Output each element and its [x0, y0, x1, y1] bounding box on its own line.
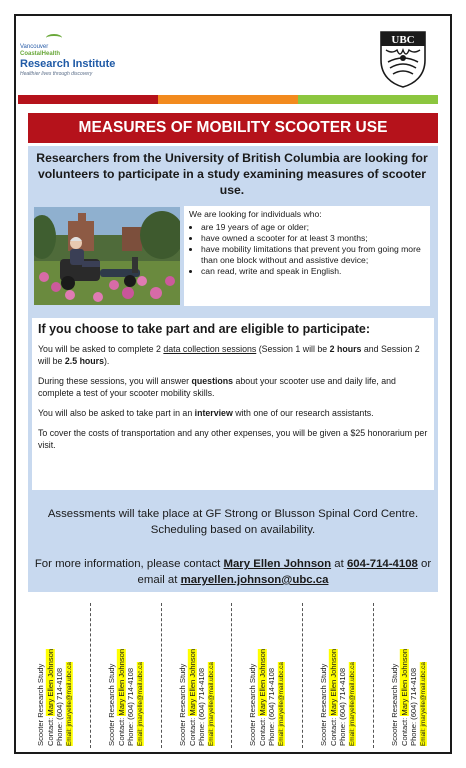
text-span: data collection sessions	[163, 344, 257, 354]
contact-phone: 604-714-4108	[346, 558, 418, 570]
tear-off-tab[interactable]	[231, 603, 302, 748]
tab-study-name: Scooter Research Study	[319, 663, 329, 746]
tear-off-tab[interactable]	[20, 603, 90, 748]
text-span: You will be asked to complete 2	[38, 344, 164, 354]
logo-top-right: CoastalHealth	[20, 51, 61, 57]
text-span: For more information, please contact	[34, 558, 224, 570]
tab-contact	[329, 606, 339, 746]
tear-off-tab[interactable]	[161, 603, 232, 748]
text-span: 2 hours	[329, 344, 362, 354]
text-span: interview	[194, 408, 233, 418]
tab-contact-name: Mary Ellen Johnson	[399, 648, 409, 716]
text-span: about your scooter use and daily life, and complete a test of your scooter mobility skills.	[38, 376, 396, 398]
poster-title: MEASURES OF MOBILITY SCOOTER USE	[28, 113, 438, 143]
tab-phone: Phone: (604) 714-4108	[125, 667, 135, 746]
tab-phone: Phone: (604) 714-4108	[196, 667, 206, 746]
tab-contact-name: Mary Ellen Johnson	[257, 648, 267, 716]
tear-off-tabs	[20, 603, 444, 748]
tab-contact	[258, 606, 268, 746]
criteria-item: • are 19 years of age or older;	[201, 222, 425, 233]
tab-contact-name: Mary Ellen Johnson	[186, 648, 196, 716]
tab-phone: Phone: (604) 714-4108	[409, 667, 419, 746]
scooter-user-photo	[34, 207, 180, 305]
contact-name: Mary Ellen Johnson	[223, 558, 332, 570]
color-bar	[18, 95, 438, 104]
tab-email: Email: jmaryelle@mail.ubc.ca	[277, 661, 285, 746]
tear-off-tab[interactable]	[90, 603, 161, 748]
logo-tagline: Healthier lives through discovery	[20, 71, 93, 77]
text-span: During these sessions, you will answer	[38, 376, 192, 386]
participation-box	[32, 318, 434, 490]
tab-study-name: Scooter Research Study	[389, 663, 399, 746]
criteria-item: • can read, write and speak in English.	[201, 266, 425, 277]
tab-email: Email: jmaryelle@mail.ubc.ca	[348, 661, 356, 746]
tab-contact-label: Contact:	[399, 715, 409, 746]
tab-contact-label: Contact:	[45, 715, 55, 746]
text-span: (Session 1 will be	[256, 344, 330, 354]
tab-contact	[116, 606, 126, 746]
tab-contact-name: Mary Ellen Johnson	[116, 648, 126, 716]
text-span: or email at	[137, 558, 432, 586]
tab-phone: Phone: (604) 714-4108	[267, 667, 277, 746]
criteria-item: • have mobility limitations that prevent you from going more than one block without and assistive device;	[201, 244, 425, 266]
tab-contact-label: Contact:	[328, 715, 338, 746]
text-span: You will also be asked to take part in an	[38, 408, 195, 418]
eligibility-criteria	[184, 206, 430, 306]
tab-contact-label: Contact:	[257, 715, 267, 746]
criteria-heading: We are looking for individuals who:	[189, 209, 322, 219]
contact-email-link[interactable]: maryellen.johnson@ubc.ca	[180, 574, 329, 586]
criteria-list	[189, 222, 425, 277]
tab-email: Email: jmaryelle@mail.ubc.ca	[65, 661, 73, 746]
tab-phone: Phone: (604) 714-4108	[338, 667, 348, 746]
text-span: ).	[104, 356, 110, 366]
swoosh-icon	[46, 34, 62, 42]
ubc-text: UBC	[391, 34, 415, 46]
vch-research-institute-logo	[20, 30, 150, 86]
tab-study-name: Scooter Research Study	[248, 663, 258, 746]
tab-contact-label: Contact:	[116, 715, 126, 746]
tear-off-tab[interactable]	[302, 603, 373, 748]
assessment-location: Assessments will take place at GF Strong or Blusson Spinal Cord Centre. Scheduling based on availability.	[47, 508, 419, 536]
intro-text: Researchers from the University of British Columbia are looking for volunteers to participate in a study examining measures of scooter use.	[36, 151, 428, 197]
participation-heading: If you choose to take part and are eligible to participate:	[38, 322, 371, 336]
tab-study-name: Scooter Research Study	[35, 663, 45, 746]
tab-contact	[399, 606, 409, 746]
tab-study-name: Scooter Research Study	[106, 663, 116, 746]
text-span: 2.5 hours	[64, 356, 104, 366]
tab-phone: Phone: (604) 714-4108	[54, 667, 64, 746]
participation-honorarium: To cover the costs of transportation and any other expenses, you will be given a $25 honorarium per visit.	[38, 428, 428, 450]
contact-info	[32, 556, 434, 588]
logo-top-left: Vancouver	[20, 44, 49, 50]
tab-email: Email: jmaryelle@mail.ubc.ca	[207, 661, 215, 746]
participation-interview	[38, 407, 428, 419]
logo-name: Research Institute	[20, 58, 116, 70]
tab-email: Email: jmaryelle@mail.ubc.ca	[419, 661, 427, 746]
tab-contact-name: Mary Ellen Johnson	[45, 648, 55, 716]
criteria-item: • have owned a scooter for at least 3 months;	[201, 233, 425, 244]
tab-contact-name: Mary Ellen Johnson	[328, 648, 338, 716]
participation-questions	[38, 375, 428, 399]
participation-sessions	[38, 343, 428, 367]
tab-contact	[45, 606, 55, 746]
tear-off-tab[interactable]	[373, 603, 444, 748]
tab-contact-label: Contact:	[186, 715, 196, 746]
text-span: questions	[191, 376, 234, 386]
tab-email: Email: jmaryelle@mail.ubc.ca	[136, 661, 144, 746]
ubc-shield-icon	[378, 30, 428, 88]
text-span: and Session 2 will be	[38, 344, 420, 366]
tab-study-name: Scooter Research Study	[177, 663, 187, 746]
text-span: with one of our research assistants.	[232, 408, 374, 418]
text-span: at	[331, 558, 347, 570]
tab-contact	[187, 606, 197, 746]
